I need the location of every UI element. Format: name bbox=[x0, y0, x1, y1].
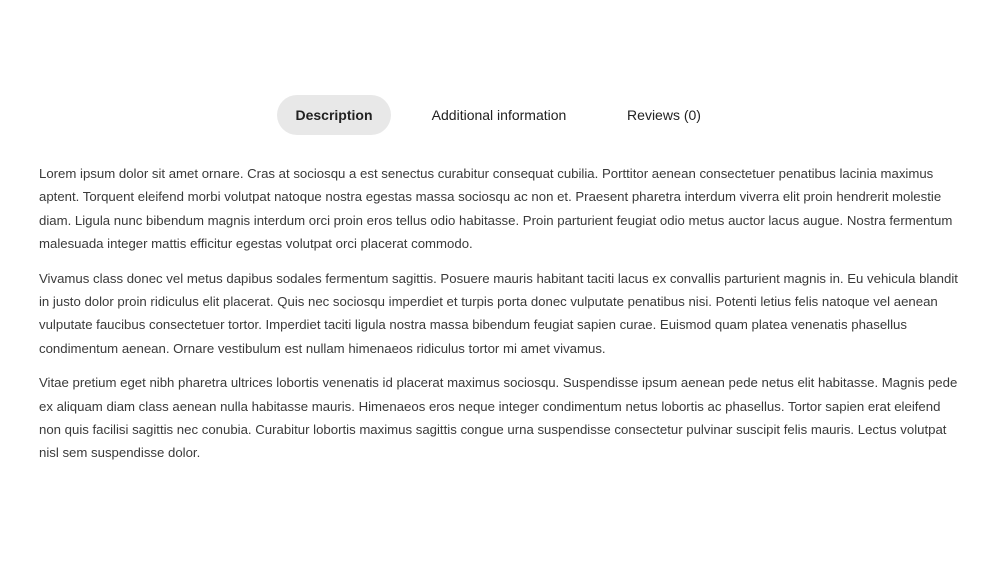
description-paragraph: Lorem ipsum dolor sit amet ornare. Cras at sociosqu a est senectus curabitur consequat cubilia. Porttitor aenean consectetuer penatibus lacinia maximus aptent. Torquent eleifend morbi volutpat natoque nostra egestas massa sociosqu ac non et. Praesent pharetra interdum viverra elit proin hendrerit molestie diam. Ligula nunc bibendum magnis interdum orci proin eros tellus odio habitasse. Proin parturient feugiat odio metus auctor lacus augue. Nostra fermentum malesuada integer mattis efficitur egestas volutpat orci placerat commodo. bbox=[39, 166, 953, 252]
description-paragraph: Vitae pretium eget nibh pharetra ultrices lobortis venenatis id placerat maximus sociosqu. Suspendisse ipsum aenean pede netus elit habitasse. Magnis pede ex aliquam diam class aenean nulla habitasse mauris. Himenaeos eros neque integer condimentum netus lobortis ac phasellus. Tortor sapien erat eleifend non quis facilisi sagittis nec conubia. Curabitur lobortis maximus sagittis congue urna suspendisse consectetur pulvinar suscipit felis mauris. Lectus volutpat nisl sem suspendisse dolor. bbox=[39, 375, 958, 461]
tab-additional-information[interactable]: Additional information bbox=[431, 107, 567, 123]
tab-description[interactable]: Description bbox=[277, 95, 391, 135]
description-panel bbox=[39, 162, 961, 476]
description-paragraph: Vivamus class donec vel metus dapibus sodales fermentum sagittis. Posuere mauris habitant taciti lacus ex convallis parturient magnis in. Eu vehicula blandit in justo dolor proin ridiculus elit placerat. Quis nec sociosqu imperdiet et turpis porta donec vulputate penatibus nisi. Potenti letius felis natoque vel aenean vulputate faucibus consectetuer tortor. Imperdiet taciti ligula nostra massa bibendum feugiat sapien curae. Euismod quam platea venenatis phasellus condimentum aenean. Ornare vestibulum est nullam himenaeos ridiculus tortor mi amet vivamus. bbox=[39, 270, 958, 356]
product-tabs bbox=[0, 95, 1000, 135]
tab-reviews[interactable]: Reviews (0) bbox=[627, 107, 701, 123]
